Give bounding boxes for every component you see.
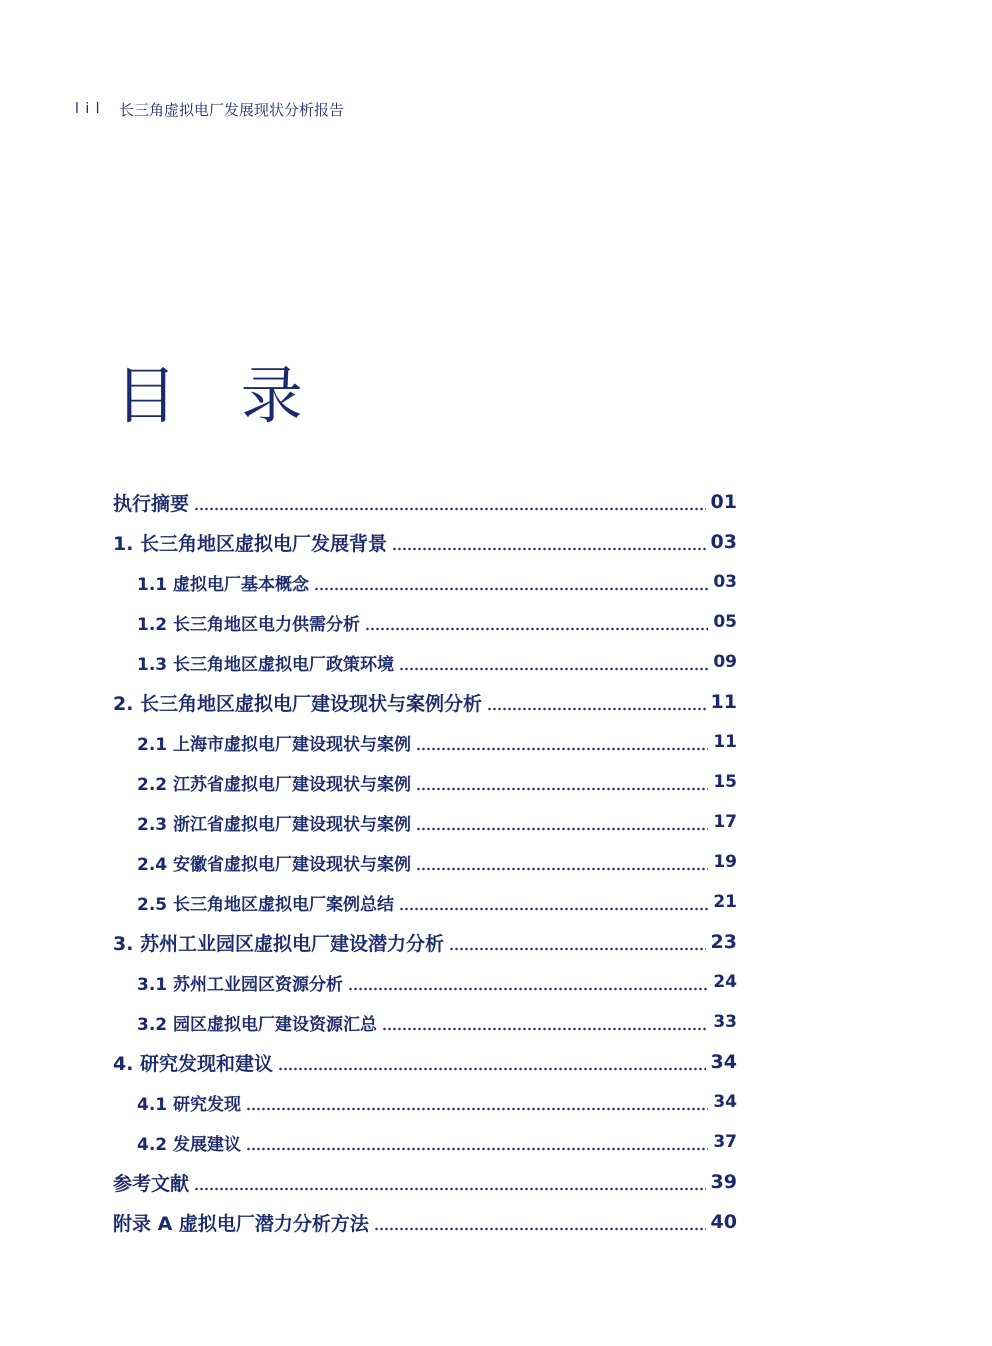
toc-page-number: 01 [710,491,737,513]
toc-entry-label: 1. 长三角地区虚拟电厂发展背景 [113,532,388,555]
dot-leader [278,1067,705,1071]
dot-leader [449,947,705,951]
dot-leader [399,907,708,911]
toc-entry-label: 4.1 研究发现 [137,1094,242,1115]
toc-page-number: 05 [713,612,737,632]
dot-leader [194,507,706,511]
toc-page-number: 34 [713,1092,737,1112]
toc-page-number: 24 [713,972,737,992]
toc-entry-label: 2.1 上海市虚拟电厂建设现状与案例 [137,734,412,755]
toc-entry-label: 1.2 长三角地区电力供需分析 [137,614,361,635]
toc-entry-label: 3.1 苏州工业园区资源分析 [137,974,344,995]
toc-entry-label: 3. 苏州工业园区虚拟电厂建设潜力分析 [113,932,445,955]
dot-leader [416,867,708,871]
dot-leader [194,1187,706,1191]
toc-page-number: 40 [710,1211,737,1233]
toc-entry-label: 2.2 江苏省虚拟电厂建设现状与案例 [137,774,412,795]
toc-page-number: 09 [713,652,737,672]
toc-entry-label: 1.1 虚拟电厂基本概念 [137,574,310,595]
toc-section-entry[interactable] [137,802,737,842]
toc-page-number: 34 [710,1051,737,1073]
dot-leader [487,707,705,711]
toc-entry-label: 2. 长三角地区虚拟电厂建设现状与案例分析 [113,692,483,715]
toc-section-entry[interactable] [137,1002,737,1042]
toc-section-entry[interactable] [137,962,737,1002]
toc-chapter-entry[interactable] [113,522,737,562]
document-title: 长三角虚拟电厂发展现状分析报告 [119,100,345,119]
dot-leader [416,827,708,831]
toc-section-entry[interactable] [137,602,737,642]
toc-entry-label: 3.2 园区虚拟电厂建设资源汇总 [137,1014,378,1035]
dot-leader [416,747,708,751]
toc-entry-label: 2.3 浙江省虚拟电厂建设现状与案例 [137,814,412,835]
toc-heading: 目 录 [115,359,325,432]
toc-entry-label: 2.5 长三角地区虚拟电厂案例总结 [137,894,395,915]
dot-leader [416,787,708,791]
toc-entry-label: 1.3 长三角地区虚拟电厂政策环境 [137,654,395,675]
toc-entry-label: 4. 研究发现和建议 [113,1052,274,1075]
toc-section-entry[interactable] [137,842,737,882]
toc-chapter-entry[interactable] [113,1162,737,1202]
toc-section-entry[interactable] [137,1122,737,1162]
toc-page-number: 21 [713,892,737,912]
toc-page-number: 39 [710,1171,737,1193]
toc-page-number: 15 [713,772,737,792]
toc-page-number: 03 [710,531,737,553]
toc-page-number: 17 [713,812,737,832]
toc-page-number: 23 [710,931,737,953]
dot-leader [374,1227,706,1231]
toc-page-number: 19 [713,852,737,872]
toc-page-number: 11 [710,691,737,713]
toc-section-entry[interactable] [137,722,737,762]
toc-page-number: 37 [713,1132,737,1152]
dot-leader [348,987,708,991]
toc-page-number: 11 [713,732,737,752]
toc-section-entry[interactable] [137,882,737,922]
toc-section-entry[interactable] [137,562,737,602]
toc-section-entry[interactable] [137,642,737,682]
running-header [75,98,344,120]
dot-leader [246,1107,708,1111]
page-marker: l i l [75,101,101,117]
toc-page-number: 33 [713,1012,737,1032]
toc-entry-label: 附录 A 虚拟电厂潜力分析方法 [113,1212,369,1235]
dot-leader [382,1027,708,1031]
toc-chapter-entry[interactable] [113,482,737,522]
toc-entry-label: 4.2 发展建议 [137,1134,242,1155]
toc-chapter-entry[interactable] [113,1202,737,1242]
toc-section-entry[interactable] [137,762,737,802]
dot-leader [314,587,708,591]
toc-entry-label: 参考文献 [113,1172,190,1195]
dot-leader [392,547,705,551]
toc-section-entry[interactable] [137,1082,737,1122]
dot-leader [246,1147,708,1151]
toc-chapter-entry[interactable] [113,922,737,962]
dot-leader [365,627,708,631]
toc-page-number: 03 [713,572,737,592]
toc-chapter-entry[interactable] [113,1042,737,1082]
toc-chapter-entry[interactable] [113,682,737,722]
dot-leader [399,667,708,671]
toc-entry-label: 执行摘要 [113,492,190,515]
toc-entry-label: 2.4 安徽省虚拟电厂建设现状与案例 [137,854,412,875]
